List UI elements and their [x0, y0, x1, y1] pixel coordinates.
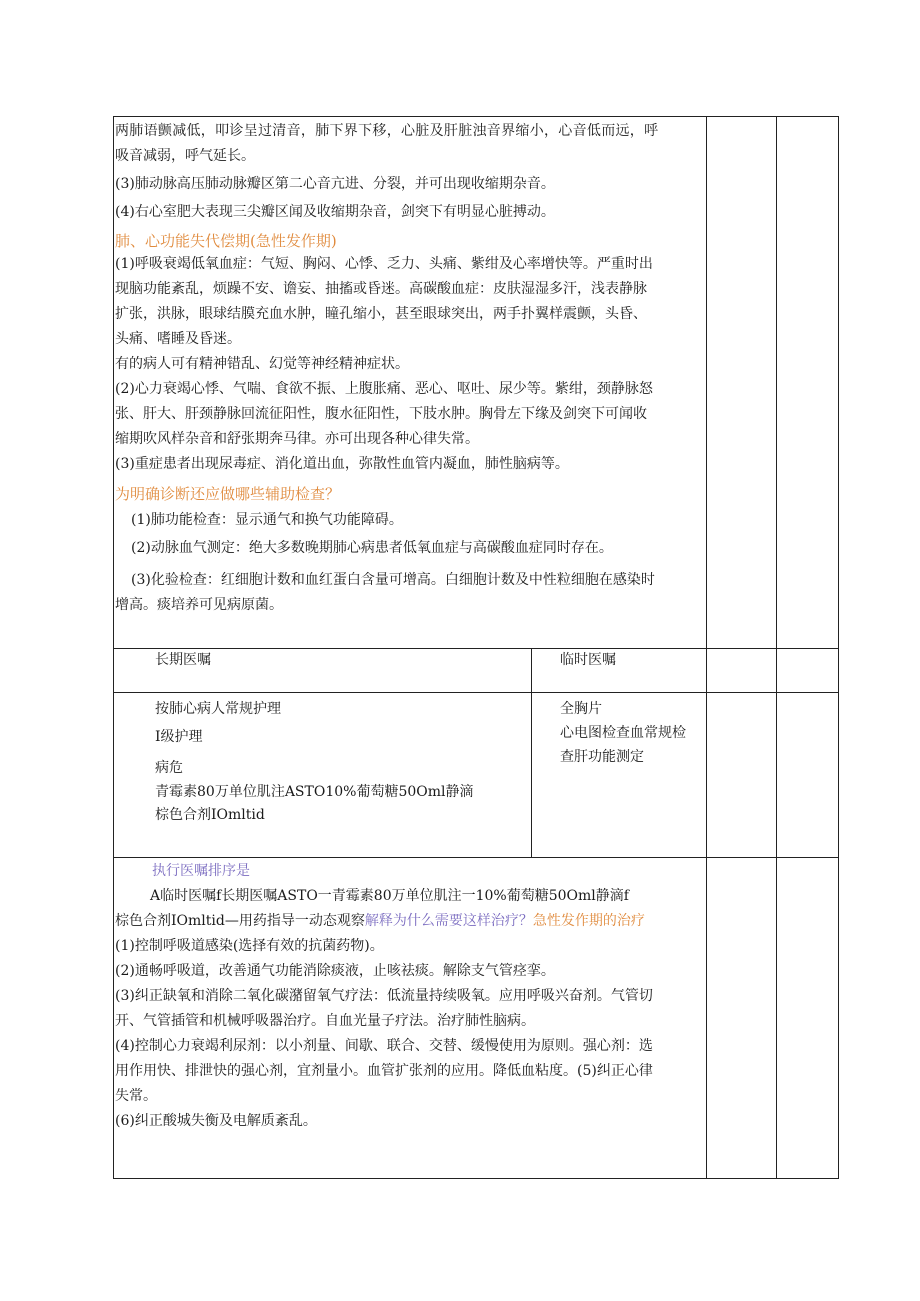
- text-line: 用作用快、排泄快的强心剂，宜剂量小。血管扩张剂的应用。降低血粘度。(5)纠正心律: [115, 1063, 653, 1079]
- heading-order-sequence: 执行医嘱排序是: [152, 863, 250, 879]
- section-treatment: [115, 934, 703, 1134]
- row-divider-3: [113, 857, 839, 858]
- text-line: 有的病人可有精神错乱、幻觉等神经精神症状。: [115, 356, 409, 372]
- text-line: 现脑功能紊乱，烦躁不安、谵妄、抽搐或昏迷。高碳酸血症：皮肤湿湿多汗，浅表静脉: [115, 281, 647, 297]
- text-line: 开、气管插管和机械呼吸器治疗。自血光量子疗法。治疗肺性脑病。: [115, 1013, 535, 1029]
- row-divider-1: [113, 648, 839, 649]
- text-line: (3)肺动脉高压肺动脉瓣区第二心音亢进、分裂，并可出现收缩期杂音。: [115, 176, 555, 192]
- text-line: (1)呼吸衰竭低氧血症：气短、胸闷、心悸、乏力、头痛、紫绀及心率增快等。严重时出: [115, 256, 653, 272]
- text-line: (1)控制呼吸道感染(选择有效的抗菌药物)。: [115, 938, 384, 954]
- text-line: 头痛、嗜睡及昏迷。: [115, 331, 241, 347]
- text-line: (6)纠正酸城失衡及电解质紊乱。: [115, 1113, 317, 1129]
- heading-auxiliary-exam: 为明确诊断还应做哪些辅助检查？: [115, 485, 341, 503]
- text-line: 缩期吹风样杂音和舒张期奔马律。亦可出现各种心律失常。: [115, 431, 479, 447]
- heading-acute-treatment: 急性发作期的治疗: [532, 913, 645, 929]
- temporary-order-item: 查肝功能测定: [560, 749, 644, 765]
- exam-line-3: (3)化验检查：红细胞计数和血红蛋白含量可增高。白细胞计数及中性粒细胞在感染时: [131, 572, 655, 588]
- row-divider-2: [113, 692, 839, 693]
- text-line: (3)重症患者出现尿毒症、消化道出血，弥散性血管内凝血，肺性脑病等。: [115, 456, 569, 472]
- text-line: 失常。: [115, 1088, 157, 1104]
- exam-line-2: (2)动脉血气测定：绝大多数晚期肺心病患者低氧血症与高碳酸血症同时存在。: [131, 540, 613, 556]
- temporary-order-item: 心电图检查血常规检: [560, 725, 686, 741]
- long-term-orders-header: 长期医嘱: [155, 652, 211, 668]
- order-sequence-line-1: A临时医嘱f长期医嘱ASTO一青霉素80万单位肌注一10%葡萄糖50Oml静滴f: [150, 888, 629, 904]
- long-term-order-item: 病危: [155, 760, 183, 776]
- orders-divider: [531, 648, 532, 857]
- exam-line-4: 增高。痰培养可见病原菌。: [115, 597, 283, 613]
- long-term-order-item: 青霉素80万单位肌注ASTO10%葡萄糖50Oml静滴: [155, 784, 474, 800]
- text-line: (2)通畅呼吸道，改善通气功能消除痰液，止咳祛痰。解除支气管痉挛。: [115, 963, 555, 979]
- explain-question: 解释为什么需要这样治疗？: [364, 913, 533, 929]
- temporary-order-item: 全胸片: [560, 701, 602, 717]
- text-line: (4)控制心力衰竭利尿剂：以小剂量、间歇、联合、交替、缓慢使用为原则。强心剂：选: [115, 1038, 653, 1054]
- text-line: 扩张，洪脉，眼球结膜充血水肿，瞳孔缩小，甚至眼球突出，两手扑翼样震颤，头昏、: [115, 306, 647, 322]
- temporary-orders-header: 临时医嘱: [560, 652, 616, 668]
- long-term-order-item: 棕色合剂IOmltid: [155, 807, 265, 823]
- order-sequence-line-2: [115, 912, 645, 930]
- text-line: 张、肝大、肝颈静脉回流征阳性，腹水征阳性，下肢水肿。胸骨左下缘及剑突下可闻收: [115, 406, 647, 422]
- section-decompensation: [115, 252, 703, 477]
- exam-line-1: (1)肺功能检查：显示通气和换气功能障碍。: [131, 512, 403, 528]
- text-line: (3)纠正缺氧和消除二氧化碳潴留氧气疗法：低流量持续吸氧。应用呼吸兴奋剂。气管切: [115, 988, 653, 1004]
- long-term-order-item: I级护理: [155, 729, 203, 745]
- text-line: (4)右心室肥大表现三尖瓣区闻及收缩期杂音，剑突下有明显心脏搏动。: [115, 204, 555, 220]
- order-sequence-text: 棕色合剂IOmltid—用药指导一动态观察: [115, 913, 365, 929]
- text-line: 吸音减弱，呼气延长。: [115, 148, 255, 164]
- long-term-order-item: 按肺心病人常规护理: [155, 701, 281, 717]
- section-clinical-signs: [115, 119, 703, 225]
- text-line: 两肺语颤减低，叩诊呈过清音，肺下界下移，心脏及肝脏浊音界缩小，心音低而远，呼: [115, 123, 659, 139]
- heading-decompensation: 肺、心功能失代偿期(急性发作期): [115, 232, 337, 250]
- text-line: (2)心力衰竭心悸、气喘、食欲不振、上腹胀痛、恶心、呕吐、尿少等。紫绀，颈静脉怒: [115, 381, 653, 397]
